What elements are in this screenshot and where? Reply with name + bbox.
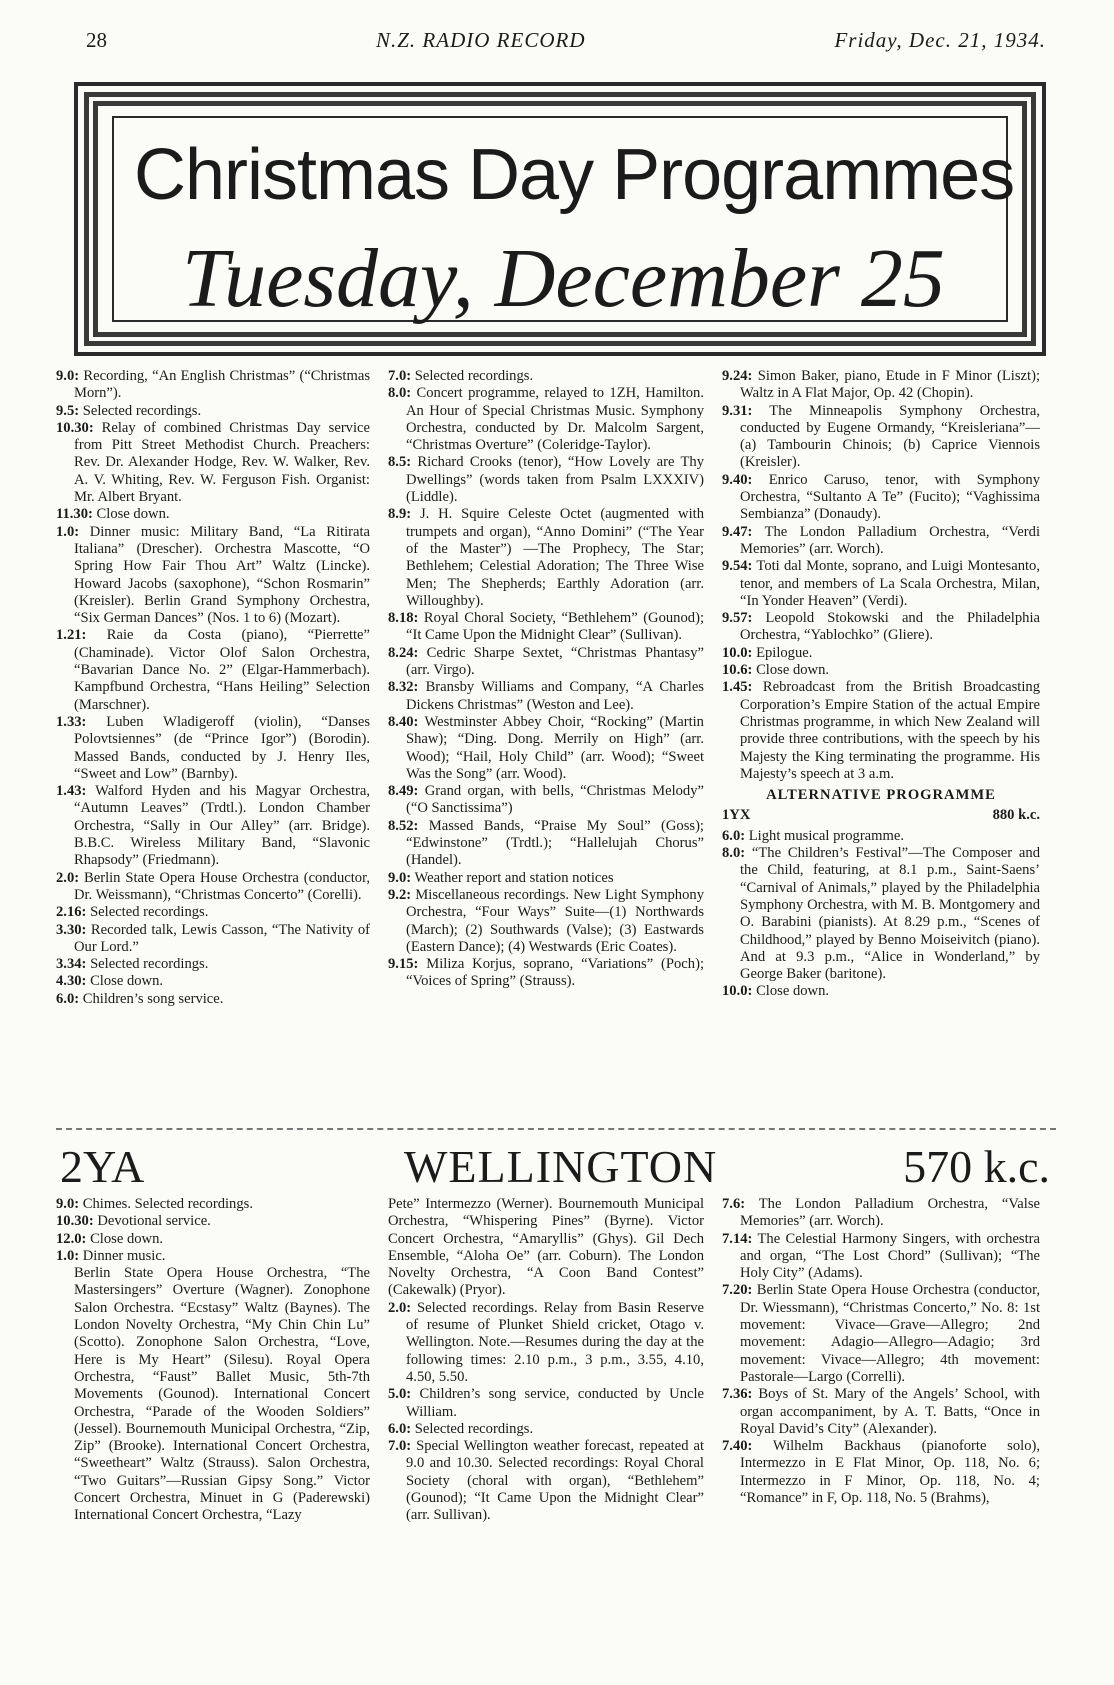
entry-time: 6.0: bbox=[56, 990, 80, 1007]
programme-entry bbox=[388, 506, 704, 610]
entry-text: Westminster Abbey Choir, “Rocking” (Martin Shaw); “Ding. Dong. Merrily on High” (arr. Wood); “Hail, Holy Child” (arr. Wood); “Sweet Was the Song” (arr. Wood). bbox=[406, 713, 704, 782]
entry-text: Dinner music. bbox=[82, 1247, 166, 1264]
alternative-programme-heading: ALTERNATIVE PROGRAMME bbox=[766, 787, 996, 804]
station-city: WELLINGTON bbox=[404, 1141, 718, 1192]
entry-text: Berlin State Opera House Orchestra (conductor, Dr. Wiessmann), “Christmas Concerto,” No. 8: 1st movement: Vivace—Grave—Allegro; 2nd movement: Adagio—Allegro—Adagio; 3rd movement: Vivace—Allegro; 4th movement: Pastorale—Largo (Correlli). bbox=[740, 1282, 1041, 1385]
programme-entry bbox=[388, 1438, 704, 1524]
entry-text: Close down. bbox=[90, 1230, 164, 1247]
entry-time: 9.0: bbox=[56, 1196, 80, 1212]
programme-entry bbox=[722, 1386, 1040, 1438]
entry-text: Close down. bbox=[96, 506, 170, 523]
entry-text: Royal Choral Society, “Bethlehem” (Gounod); “It Came Upon the Midnight Clear” (Sullivan). bbox=[406, 610, 704, 644]
entry-time: 10.0: bbox=[722, 983, 753, 1000]
entry-time: 8.0: bbox=[722, 845, 746, 862]
entry-time: 9.31: bbox=[722, 402, 753, 419]
entry-time: 4.30: bbox=[56, 973, 87, 990]
entry-text: Miliza Korjus, soprano, “Variations” (Poch); “Voices of Spring” (Strauss). bbox=[406, 956, 704, 990]
entry-time: 11.30: bbox=[56, 506, 93, 523]
entry-time: 9.0: bbox=[388, 869, 412, 886]
entry-text: Concert programme, relayed to 1ZH, Hamilton. An Hour of Special Christmas Music. Symphony Orchestra, conducted by Dr. Malcolm Sargent, “Christmas Overture” (Coleridge-Taylor). bbox=[406, 385, 704, 454]
entry-text: Recording, “An English Christmas” (“Christmas Morn”). bbox=[74, 368, 370, 402]
entry-text: Weather report and station notices bbox=[414, 869, 614, 886]
programme-entry bbox=[722, 662, 1040, 679]
entry-time: 8.9: bbox=[388, 506, 412, 523]
entry-time: 10.6: bbox=[722, 662, 753, 679]
entry-time: 3.30: bbox=[56, 921, 87, 938]
entry-time: 6.0: bbox=[388, 1420, 412, 1437]
programme-entry bbox=[722, 403, 1040, 472]
entry-text: Selected recordings. bbox=[90, 956, 209, 973]
entry-time: 8.0: bbox=[388, 385, 412, 402]
programme-entry bbox=[722, 1438, 1040, 1507]
entry-text: Recorded talk, Lewis Casson, “The Nativity of Our Lord.” bbox=[74, 921, 371, 955]
entry-text: The Celestial Harmony Singers, with orchestra and organ, “The Lost Chord” (Sullivan); “The Holy City” (Adams). bbox=[740, 1230, 1040, 1282]
entry-text: Epilogue. bbox=[756, 644, 813, 661]
entry-text: Special Wellington weather forecast, repeated at 9.0 and 10.30. Selected recordings: Royal Choral Society (choral with organ), “Bethlehem” (Gounod); “It Came Upon the Midnight Clear” (arr. Sullivan). bbox=[406, 1438, 704, 1524]
programme-entry bbox=[722, 368, 1040, 403]
programme-entry bbox=[722, 679, 1040, 783]
entry-time: 2.0: bbox=[56, 869, 80, 886]
column-6 bbox=[722, 1196, 1040, 1507]
entry-text: “The Children’s Festival”—The Composer and the Child, featuring, at 8.1 p.m., Saint-Saens’ “Carnival of Animals,” played by the Philadelphia Symphony Orchestra, with M. B. Montgomery and O. Barabini (pianists). At 8.29 p.m., “Scenes of Childhood,” played by Benno Moiseivitch (piano). And at 9.3 p.m., “Alice in Wonderland,” by George Baker (baritone). bbox=[740, 845, 1040, 983]
entry-time: 7.0: bbox=[388, 368, 412, 384]
programme-entry bbox=[56, 506, 370, 523]
column-5 bbox=[388, 1196, 704, 1525]
programme-entry bbox=[56, 714, 370, 783]
entry-time: 1.0: bbox=[56, 523, 80, 540]
alternative-station-call: 1YX bbox=[722, 807, 751, 824]
entry-time: 2.16: bbox=[56, 904, 87, 921]
programme-entry bbox=[722, 983, 1040, 1000]
entry-time: 7.20: bbox=[722, 1282, 753, 1299]
entry-time: 7.40: bbox=[722, 1438, 753, 1455]
alternative-station-line bbox=[722, 807, 1040, 824]
entry-text: Selected recordings. Relay from Basin Reserve of resume of Plunket Shield cricket, Otago v. Wellington. Note.—Resumes during the day at the following times: 2.10 p.m., 3 p.m., 3.55, 4.10, 4.50, 5.50. bbox=[406, 1299, 704, 1385]
entry-text: Richard Crooks (tenor), “How Lovely are Thy Dwellings” (words taken from Psalm LXXXIV) (Liddle). bbox=[406, 454, 704, 506]
programme-entry bbox=[56, 1213, 370, 1230]
masthead: N.Z. RADIO RECORD bbox=[376, 28, 586, 52]
programme-entry bbox=[56, 1231, 370, 1248]
column-4 bbox=[56, 1196, 370, 1525]
entry-text: Wilhelm Backhaus (pianoforte solo), Intermezzo in E Flat Minor, Op. 118, No. 6; Intermezzo in F Minor, Op. 118, No. 4; “Romance” in F, Op. 118, No. 5 (Brahms), bbox=[740, 1438, 1040, 1507]
entry-time: 8.52: bbox=[388, 817, 419, 834]
entry-text: Raie da Costa (piano), “Pierrette” (Chaminade). Victor Olof Salon Orchestra, “Bavarian Dance No. 2” (Elgar-Hammerbach). Kampfbund Orchestra, “Hans Heiling” Selection (Marschner). bbox=[74, 627, 371, 713]
programme-entry bbox=[56, 904, 370, 921]
running-header bbox=[86, 28, 1046, 56]
entry-time: 9.2: bbox=[388, 886, 412, 903]
entry-time: 9.0: bbox=[56, 368, 80, 384]
station-header-2ya bbox=[56, 1140, 1056, 1190]
entry-text: Selected recordings. bbox=[82, 402, 202, 419]
entry-text: Leopold Stokowski and the Philadelphia Orchestra, “Yablochko” (Gliere). bbox=[740, 610, 1040, 644]
entry-text: Berlin State Opera House Orchestra (conductor, Dr. Weissmann), “Christmas Concerto” (Corelli). bbox=[74, 869, 370, 903]
programme-entry bbox=[388, 783, 704, 818]
entry-text: Close down. bbox=[90, 973, 164, 990]
entry-text: Dinner music: Military Band, “La Ritirata Italiana” (Drescher). Orchestra Mascotte, “O Spring How Fair Thou Art” Waltz (Lincke). Howard Jacobs (saxophone), “Schon Rosmarin” (Kreisler). Berlin Grand Symphony Orchestra, “Six German Dances” (Nos. 1 to 6) (Mozart). bbox=[74, 523, 370, 627]
entry-time: 12.0: bbox=[56, 1230, 87, 1247]
title-banner bbox=[74, 82, 1046, 356]
entry-text: Boys of St. Mary of the Angels’ School, with organ accompaniment, by A. T. Batts, “Once in Royal David’s City” (Alexander). bbox=[740, 1386, 1040, 1437]
entry-text: J. H. Squire Celeste Octet (augmented with trumpets and organ), “Anno Domini” (“The Year of the Master”) —The Prophecy, The Star; Bethlehem; Celestial Adoration; The Three Wise Men; The Shepherds; Earthly Adoration (arr. Willoughby). bbox=[406, 506, 704, 609]
programme-entry bbox=[388, 679, 704, 714]
entry-time: 7.36: bbox=[722, 1386, 753, 1403]
banner-title: Christmas Day Programmes bbox=[134, 135, 1015, 215]
station-frequency: 570 k.c. bbox=[903, 1141, 1050, 1192]
entry-text: Grand organ, with bells, “Christmas Melody” (“O Sanctissima”) bbox=[406, 783, 704, 817]
entry-time: 9.47: bbox=[722, 523, 753, 540]
entry-time: 7.0: bbox=[388, 1438, 412, 1455]
entry-time: 1.45: bbox=[722, 679, 753, 696]
programme-entry bbox=[56, 420, 370, 506]
programme-entry bbox=[388, 887, 704, 956]
programme-entry bbox=[388, 454, 704, 506]
programme-entry bbox=[722, 828, 1040, 845]
entry-text: Enrico Caruso, tenor, with Symphony Orchestra, “Sultanto A Te” (Fucito); “Vaghissima Sembianza” (Donaudy). bbox=[740, 471, 1040, 523]
programme-entry bbox=[56, 368, 370, 403]
issue-date: Friday, Dec. 21, 1934. bbox=[834, 28, 1046, 52]
entry-time: 9.57: bbox=[722, 610, 753, 627]
entry-time: 10.30: bbox=[56, 1213, 94, 1230]
station-call: 2YA bbox=[60, 1141, 145, 1192]
programme-entry bbox=[56, 783, 370, 869]
programme-entry bbox=[56, 403, 370, 420]
entry-time: 9.5: bbox=[56, 402, 80, 419]
programme-entry bbox=[56, 524, 370, 628]
programme-entry bbox=[388, 610, 704, 645]
entry-time: 9.24: bbox=[722, 368, 753, 384]
entry-time: 1.43: bbox=[56, 783, 87, 800]
programme-entry bbox=[388, 1386, 704, 1421]
programme-entry bbox=[56, 627, 370, 713]
programme-entry bbox=[388, 368, 704, 385]
entry-time: 8.32: bbox=[388, 679, 419, 696]
entry-time: 8.18: bbox=[388, 610, 419, 627]
entry-text: Close down. bbox=[756, 983, 830, 1000]
entry-text: Chimes. Selected recordings. bbox=[82, 1196, 253, 1212]
entry-text: Bransby Williams and Company, “A Charles Dickens Christmas” (Weston and Lee). bbox=[406, 679, 704, 713]
programme-entry bbox=[56, 973, 370, 990]
programme-entry bbox=[388, 645, 704, 680]
entry-text: Simon Baker, piano, Etude in F Minor (Liszt); Waltz in A Flat Major, Op. 42 (Chopin). bbox=[740, 368, 1040, 402]
entry-text: Toti dal Monte, soprano, and Luigi Montesanto, tenor, and members of La Scala Orchestra, Milan, “In Yonder Heaven” (Verdi). bbox=[740, 558, 1040, 609]
entry-time: 7.14: bbox=[722, 1230, 753, 1247]
programme-entry bbox=[56, 922, 370, 957]
entry-time: 10.30: bbox=[56, 419, 94, 436]
programme-entry bbox=[56, 956, 370, 973]
column-1 bbox=[56, 368, 370, 1008]
entry-time: 2.0: bbox=[388, 1299, 412, 1316]
entry-text: Light musical programme. bbox=[748, 827, 904, 844]
programme-entry bbox=[722, 845, 1040, 983]
programme-entry bbox=[722, 472, 1040, 524]
entry-text: Devotional service. bbox=[97, 1213, 211, 1230]
entry-text: The London Palladium Orchestra, “Valse Memories” (arr. Worch). bbox=[740, 1196, 1040, 1230]
programme-entry bbox=[722, 524, 1040, 559]
entry-text: Massed Bands, “Praise My Soul” (Goss); “Edwinstone” (Trdtl.); “Hallelujah Chorus” (Handel). bbox=[406, 817, 704, 869]
programme-entry bbox=[388, 956, 704, 991]
page-number: 28 bbox=[86, 28, 107, 52]
programme-entry bbox=[722, 1282, 1040, 1386]
programme-entry bbox=[388, 870, 704, 887]
entry-text: Children’s song service, conducted by Uncle William. bbox=[406, 1386, 704, 1420]
entry-time: 9.54: bbox=[722, 558, 753, 575]
section-divider bbox=[56, 1128, 1056, 1130]
programme-entry bbox=[56, 991, 370, 1008]
column-3 bbox=[722, 368, 1040, 1001]
programme-entry bbox=[56, 870, 370, 905]
programme-entry bbox=[722, 1196, 1040, 1231]
programme-entry bbox=[56, 1248, 370, 1265]
entry-text: The Minneapolis Symphony Orchestra, conducted by Eugene Ormandy, “Kreisleriana”—(a) Tambourin Chinois; (b) Caprice Viennois (Kreisler). bbox=[740, 402, 1041, 471]
programme-entry bbox=[722, 1231, 1040, 1283]
programme-entry bbox=[388, 818, 704, 870]
entry-time: 1.0: bbox=[56, 1247, 80, 1264]
entry-text: Rebroadcast from the British Broadcasting Corporation’s Empire Station of the actual Empire Christmas programme, in which New Zealand will provide three contributions, with the speech by his Majesty the King terminating the programme. His Majesty’s speech at 3 a.m. bbox=[740, 679, 1041, 782]
programme-entry bbox=[722, 558, 1040, 610]
alternative-station-frequency: 880 k.c. bbox=[992, 807, 1040, 824]
entry-time: 9.40: bbox=[722, 471, 753, 488]
entry-text: Relay of combined Christmas Day service from Pitt Street Methodist Church. Preachers: Rev. Dr. Alexander Hodge, Rev. W. Walker, Rev. A. V. Whiting, Rev. W. Ferguson Fish. Organist: Mr. Albert Bryant. bbox=[74, 419, 370, 506]
column-2 bbox=[388, 368, 704, 991]
entry-time: 8.5: bbox=[388, 454, 412, 471]
programme-entry bbox=[388, 385, 704, 454]
programme-entry bbox=[722, 610, 1040, 645]
entry-time: 8.40: bbox=[388, 713, 419, 730]
programme-entry bbox=[722, 645, 1040, 662]
entry-time: 7.6: bbox=[722, 1196, 746, 1212]
programme-entry bbox=[388, 1421, 704, 1438]
entry-time: 3.34: bbox=[56, 956, 87, 973]
programme-entry bbox=[56, 1196, 370, 1213]
entry-text: Children’s song service. bbox=[82, 990, 224, 1007]
programme-entry bbox=[388, 714, 704, 783]
entry-text: Cedric Sharpe Sextet, “Christmas Phantasy” (arr. Virgo). bbox=[406, 644, 705, 679]
entry-text: Selected recordings. bbox=[414, 1420, 534, 1437]
entry-time: 10.0: bbox=[722, 644, 753, 661]
entry-text: Close down. bbox=[756, 662, 830, 679]
dinner-music-listing: Berlin State Opera House Orchestra, “The Mastersingers” Overture (Wagner). Zonophone Salon Orchestra. “Ecstasy” Waltz (Baynes). The London Novelty Orchestra, “My Chin Chin Lu” (Scotto). Zonophone Salon Orchestra, “Love, Here is My Heart” (Silesu). Royal Opera Orchestra, “Faust” Ballet Music, 5th-7th Movements (Gounod). International Concert Orchestra, “Parade of the Wooden Soldiers” (Jessel). Bournemouth Municipal Orchestra, “Zip, Zip” (Brooke). International Concert Orchestra, “Sweetheart” Waltz (Strauss). Salon Orchestra, “Two Guitars”—Russian Gipsy Song.” Victor Concert Orchestra, Minuet in G (Paderewski) International Concert Orchestra, “Lazy bbox=[74, 1265, 370, 1524]
entry-text: Selected recordings. bbox=[90, 904, 209, 921]
banner-subtitle: Tuesday, December 25 bbox=[182, 232, 945, 325]
entry-time: 9.15: bbox=[388, 956, 419, 973]
entry-time: 1.21: bbox=[56, 627, 87, 644]
entry-time: 8.24: bbox=[388, 644, 419, 661]
entry-text: Miscellaneous recordings. New Light Symphony Orchestra, “Four Ways” Suite—(1) Northwards (March); (2) Southwards (Valse); (3) Eastwards (Eastern Dance); (4) Westwards (Eric Coates). bbox=[406, 886, 704, 955]
entry-time: 8.49: bbox=[388, 783, 419, 800]
programme-entry bbox=[388, 1300, 704, 1386]
entry-text: The London Palladium Orchestra, “Verdi Memories” (arr. Worch). bbox=[740, 523, 1040, 557]
entry-text: Luben Wladigeroff (violin), “Danses Polovtsiennes” (de “Prince Igor”) (Borodin). Massed Bands, conducted by J. Henry Iles, “Sweet and Low” (Barnby). bbox=[74, 713, 370, 782]
entry-time: 6.0: bbox=[722, 827, 746, 844]
entry-text: Selected recordings. bbox=[414, 368, 534, 384]
entry-time: 1.33: bbox=[56, 713, 87, 730]
entry-time: 5.0: bbox=[388, 1386, 412, 1403]
entry-text: Walford Hyden and his Magyar Orchestra, “Autumn Leaves” (Trdtl.). London Chamber Orchestra, “Sally in Our Alley” (arr. Bridge). B.B.C. Wireless Military Band, “Slavonic Rhapsody” (Friedmann). bbox=[74, 783, 370, 869]
dinner-music-continued: Pete” Intermezzo (Werner). Bournemouth Municipal Orchestra, “Whispering Pines” (Byrne). Victor Concert Orchestra, “Amaryllis” (Ghys). Gil Dech Ensemble, “Aloha Oe” (arr. Coburn). The London Novelty Orchestra, “A Coon Band Contest” (Cakewalk) (Pryor). bbox=[388, 1196, 704, 1299]
